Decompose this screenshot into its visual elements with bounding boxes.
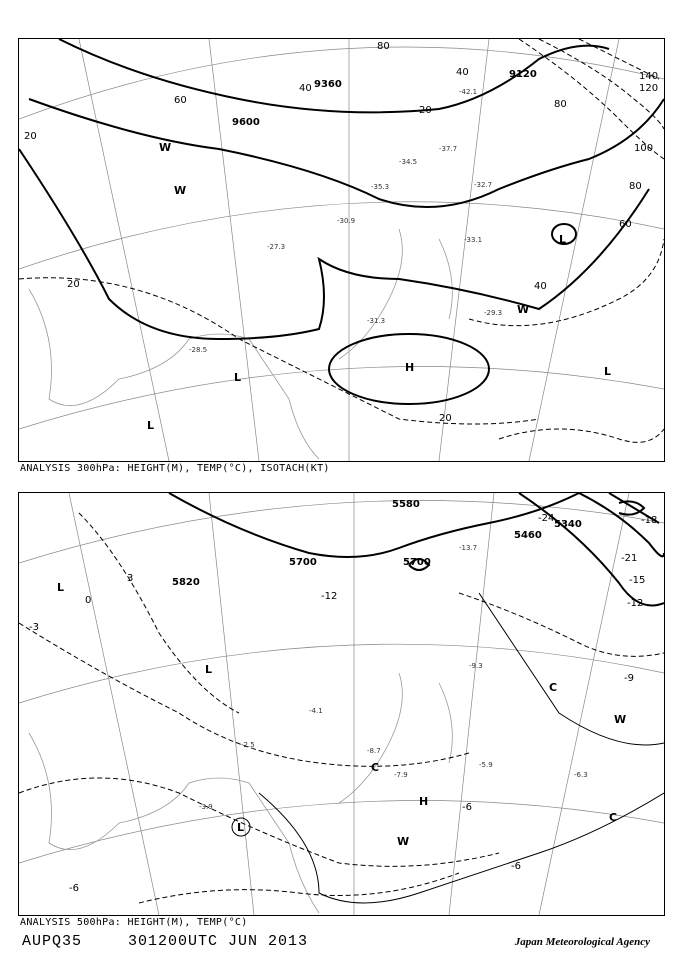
cold-center: C: [549, 681, 558, 694]
warm-center: W: [397, 835, 410, 848]
warm-center: W: [614, 713, 627, 726]
isotherms-500: [19, 513, 664, 903]
caption-300hpa: ANALYSIS 300hPa: HEIGHT(M), TEMP(°C), ISOTACH(KT): [20, 463, 330, 474]
map-300hpa: [19, 39, 664, 461]
isotach-label: 120: [639, 83, 659, 94]
low-pressure-center: L: [147, 419, 155, 432]
temp-reading: -29.3: [484, 309, 503, 317]
height-label-5700: 5700: [289, 557, 317, 568]
isotherm-label: -12: [321, 591, 338, 602]
low-pressure-center: L: [559, 233, 567, 246]
temp-reading: -3.9: [199, 803, 213, 811]
temp-reading: -2.5: [241, 741, 255, 749]
temp-reading: -7.9: [394, 771, 408, 779]
high-pressure-center: H: [405, 361, 415, 374]
isotach-label: 60: [174, 95, 187, 106]
low-pressure-center: L: [237, 821, 245, 834]
temp-reading: -28.5: [189, 346, 208, 354]
valid-time: 301200UTC JUN 2013: [128, 933, 309, 950]
isotherm-label: -6: [462, 802, 472, 813]
isotherm-label: 3: [127, 573, 134, 584]
height-label-5700: 5700: [403, 557, 431, 568]
isotach-label: 60: [619, 219, 632, 230]
agency-name: Japan Meteorological Agency: [514, 936, 650, 948]
isotach-label: 80: [554, 99, 567, 110]
temp-reading: -27.3: [267, 243, 286, 251]
isotherm-label: -6: [511, 861, 521, 872]
height-label-9120: 9120: [509, 69, 537, 80]
coastline-300: [29, 229, 452, 459]
low-pressure-center: L: [205, 663, 213, 676]
isotach-label: 80: [629, 181, 642, 192]
height-label-5460: 5460: [514, 530, 542, 541]
high-pressure-center: H: [419, 795, 429, 808]
isotherm-label: -21: [621, 553, 638, 564]
temp-reading: -33.1: [464, 236, 483, 244]
isotherm-label: -3: [29, 622, 39, 633]
caption-500hpa: ANALYSIS 500hPa: HEIGHT(M), TEMP(°C): [20, 917, 248, 928]
low-pressure-center: L: [604, 365, 612, 378]
isotach-label: 20: [67, 279, 80, 290]
isotach-label: 20: [419, 105, 432, 116]
chart-code: AUPQ35: [22, 933, 83, 950]
isotherm-label: 0: [85, 595, 92, 606]
warm-center: W: [517, 303, 530, 316]
solid-isotherms-500: [259, 593, 664, 903]
warm-center: W: [159, 141, 172, 154]
cold-center: C: [609, 811, 618, 824]
chart-500hpa: [18, 492, 665, 916]
isotach-label: 20: [439, 413, 452, 424]
isotherm-label: -24: [538, 513, 555, 524]
temp-reading: -34.5: [399, 158, 418, 166]
temp-reading: -42.1: [459, 88, 478, 96]
map-500hpa: [19, 493, 664, 915]
temp-reading: -37.7: [439, 145, 458, 153]
isotach-label: 80: [377, 41, 390, 52]
isotherm-label: -9: [624, 673, 634, 684]
temp-reading: -9.3: [469, 662, 483, 670]
isotach-label: 40: [534, 281, 547, 292]
temp-reading: -4.1: [309, 707, 323, 715]
isotach-label: 140: [639, 71, 659, 82]
isotherm-label: -15: [629, 575, 646, 586]
height-label-5580: 5580: [392, 499, 420, 510]
grid-300: [19, 39, 664, 461]
isotach-label: 40: [299, 83, 312, 94]
temp-reading: -31.3: [367, 317, 386, 325]
height-label-9600: 9600: [232, 117, 260, 128]
height-label-5340: 5340: [554, 519, 582, 530]
isotherm-label: -6: [69, 883, 79, 894]
low-pressure-center: L: [234, 371, 242, 384]
isotherm-label: -12: [627, 598, 644, 609]
temp-reading: -13.7: [459, 544, 478, 552]
temp-reading: -5.9: [479, 761, 493, 769]
temp-reading: -8.7: [367, 747, 381, 755]
low-pressure-center: L: [57, 581, 65, 594]
temp-reading: -6.3: [574, 771, 588, 779]
height-label-9360: 9360: [314, 79, 342, 90]
temp-reading: -35.3: [371, 183, 390, 191]
temp-reading: -30.9: [337, 217, 356, 225]
height-label-5820: 5820: [172, 577, 200, 588]
isotherm-label: -18: [641, 515, 658, 526]
isotach-label: 20: [24, 131, 37, 142]
isotach-label: 100: [634, 143, 654, 154]
isotach-label: 40: [456, 67, 469, 78]
chart-300hpa: [18, 38, 665, 462]
cold-center: C: [371, 761, 380, 774]
temp-reading: -32.7: [474, 181, 493, 189]
warm-center: W: [174, 184, 187, 197]
